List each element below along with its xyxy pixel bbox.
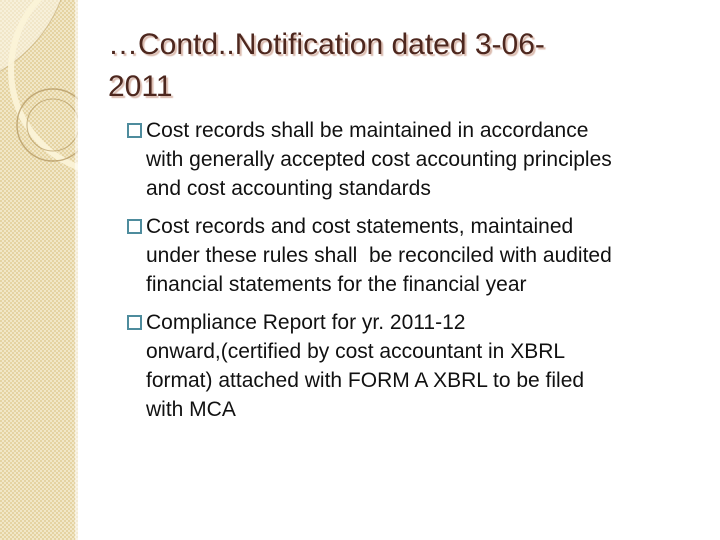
bullet-square-icon [127,219,142,234]
bullet-item-1 [127,116,707,203]
bullet-1-line-1: Cost records shall be maintained in accordance [146,119,589,142]
slide-title-line-1: …Contd..Notification dated 3-06- [108,28,545,61]
bullet-2-line-2: under these rules shall be reconciled with audited [146,244,612,267]
bullet-3-line-3: format) attached with FORM A XBRL to be filed [146,369,585,392]
bullet-square-icon [127,123,142,138]
bullet-2-line-3: financial statements for the financial year [146,273,527,296]
bullet-2-line-1: Cost records and cost statements, maintained [146,215,574,238]
bullet-item-2 [127,212,707,299]
bullet-1-line-3: and cost accounting standards [146,177,431,200]
bullet-item-3 [127,308,707,424]
bullet-3-line-1: Compliance Report for yr. 2011-12 [146,311,466,334]
slide-title [108,24,708,108]
bullet-3-line-4: with MCA [146,398,236,421]
bullet-1-line-2: with generally accepted cost accounting principles [146,148,612,171]
bullet-3-line-2: onward,(certified by cost accountant in XBRL [146,340,566,363]
bullet-square-icon [127,315,142,330]
thin-outline-circle-inner [27,99,78,151]
sidebar-decoration [0,0,78,540]
sidebar-ornament-circles [0,0,78,540]
slide-title-line-2: 2011 [108,70,173,103]
bullet-list [127,116,707,433]
sidebar-edge-highlight [75,0,78,540]
